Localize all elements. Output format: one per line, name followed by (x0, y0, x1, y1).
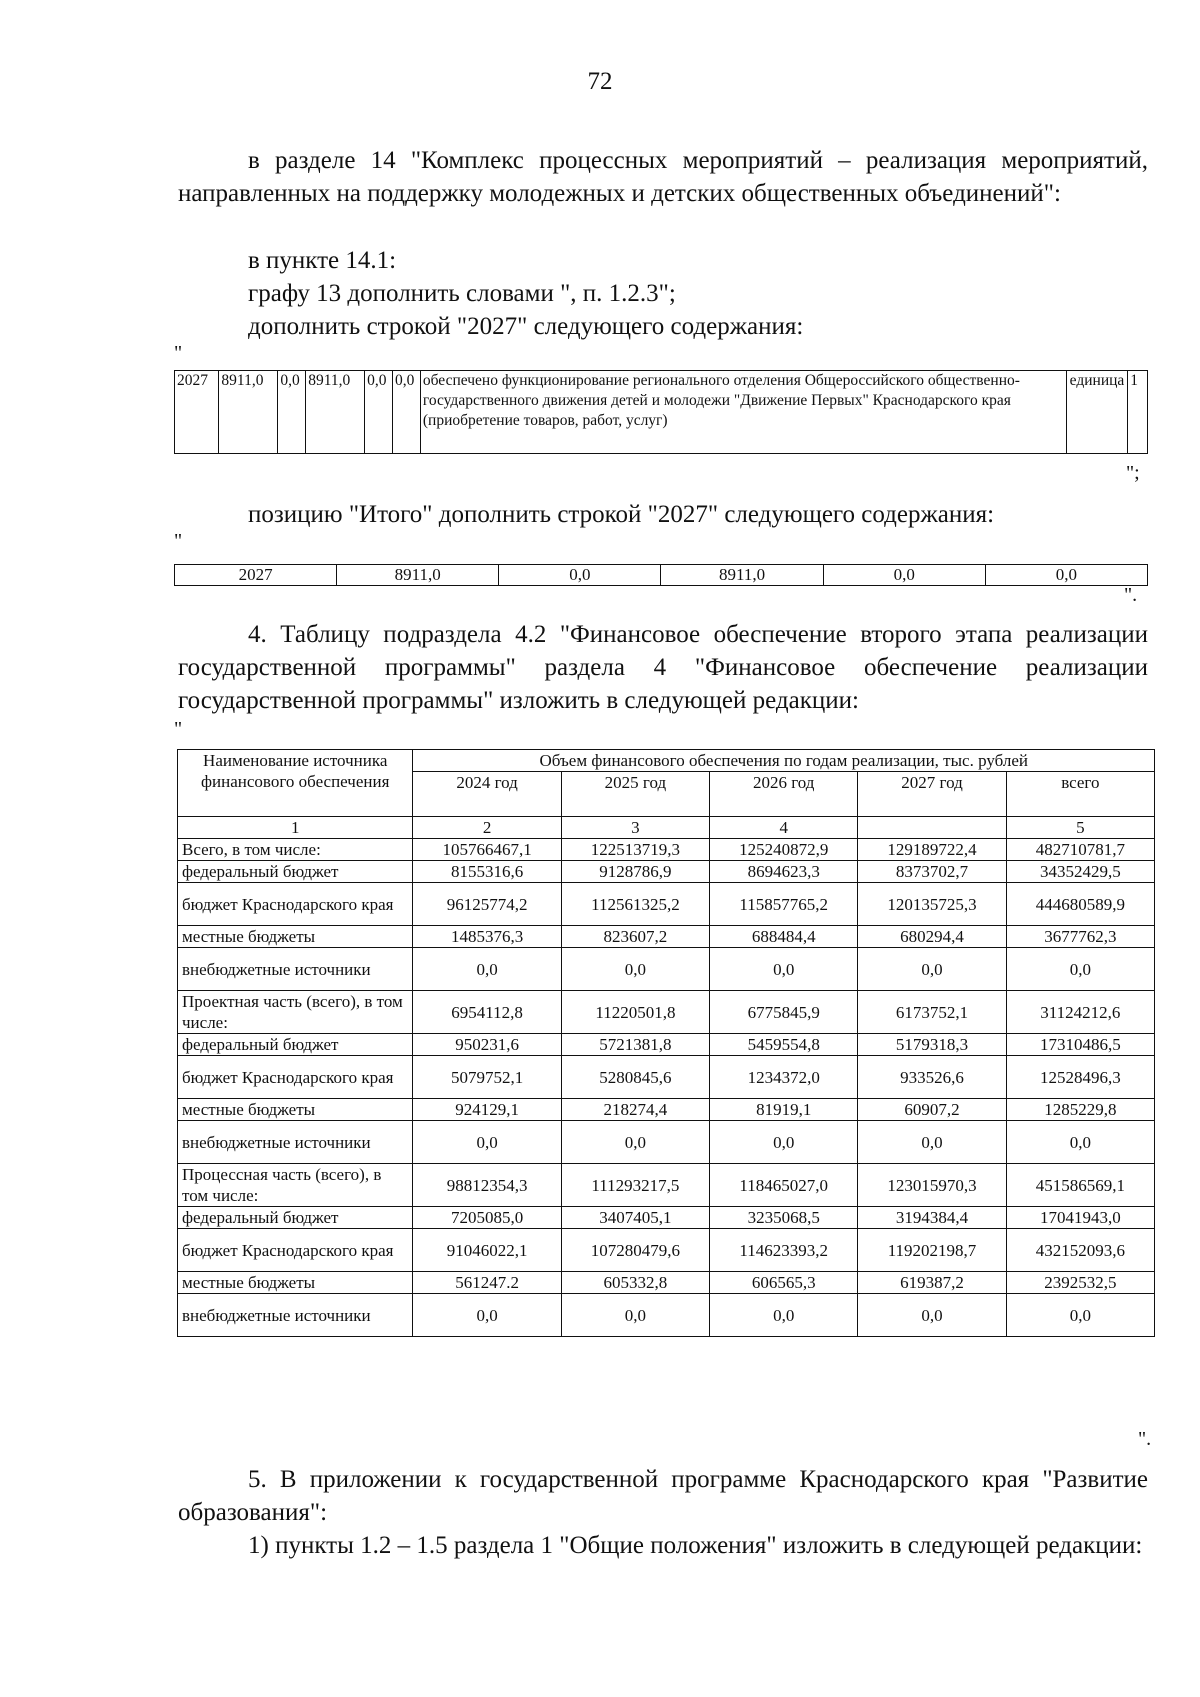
row-value: 118465027,0 (710, 1164, 858, 1207)
row-value: 81919,1 (710, 1099, 858, 1121)
table-row (178, 991, 1155, 1034)
row-value: 950231,6 (413, 1034, 561, 1056)
row-value: 0,0 (561, 948, 709, 991)
row-value: 0,0 (561, 1294, 709, 1337)
row-value: 0,0 (1006, 948, 1154, 991)
row-value: 482710781,7 (1006, 839, 1154, 861)
row-value: 0,0 (858, 948, 1006, 991)
row-value: 444680589,9 (1006, 883, 1154, 926)
table-row (178, 1121, 1155, 1164)
row-label: внебюджетные источники (178, 948, 413, 991)
table-row (178, 926, 1155, 948)
row-value: 7205085,0 (413, 1207, 561, 1229)
row-value: 432152093,6 (1006, 1229, 1154, 1272)
row-value: 451586569,1 (1006, 1164, 1154, 1207)
row-label: бюджет Краснодарского края (178, 883, 413, 926)
row-value: 11220501,8 (561, 991, 709, 1034)
table-row (178, 948, 1155, 991)
column-number: 4 (710, 817, 858, 839)
column-number (858, 817, 1006, 839)
row-value: 8694623,3 (710, 861, 858, 883)
table-row (175, 565, 1148, 586)
header-year: 2026 год (710, 772, 858, 817)
row-value: 3407405,1 (561, 1207, 709, 1229)
row-value: 98812354,3 (413, 1164, 561, 1207)
table-row (178, 839, 1155, 861)
row-value: 0,0 (1006, 1294, 1154, 1337)
cell-year: 2027 (175, 565, 337, 586)
row-value: 105766467,1 (413, 839, 561, 861)
row-value: 619387,2 (858, 1272, 1006, 1294)
quote-close-2: ". (1124, 584, 1138, 606)
row-label: местные бюджеты (178, 1272, 413, 1294)
row-value: 1485376,3 (413, 926, 561, 948)
row-value: 0,0 (858, 1121, 1006, 1164)
header-total: всего (1006, 772, 1154, 817)
row-value: 605332,8 (561, 1272, 709, 1294)
quote-open-2: " (174, 530, 183, 552)
row-value: 924129,1 (413, 1099, 561, 1121)
row-value: 5280845,6 (561, 1056, 709, 1099)
row-value: 122513719,3 (561, 839, 709, 861)
cell-value: 0,0 (365, 371, 393, 454)
quote-close-3: ". (1138, 1428, 1152, 1450)
row-label: бюджет Краснодарского края (178, 1056, 413, 1099)
cell-value: 0,0 (499, 565, 661, 586)
cell-unit: единица (1066, 371, 1128, 454)
cell-description: обеспечено функционирование регионального отделения Общероссийского общественно-государственного движения детей и молодежи "Движение Первых" Краснодарского края (приобретение товаров, работ, услуг) (420, 371, 1066, 454)
quote-close-1: "; (1126, 462, 1140, 484)
row-value: 5179318,3 (858, 1034, 1006, 1056)
row-value: 680294,4 (858, 926, 1006, 948)
row-value: 60907,2 (858, 1099, 1006, 1121)
cell-value: 0,0 (278, 371, 306, 454)
row-value: 129189722,4 (858, 839, 1006, 861)
table-row (178, 1294, 1155, 1337)
cell-target: 1 (1128, 371, 1148, 454)
row-value: 0,0 (413, 1294, 561, 1337)
table-row (178, 883, 1155, 926)
intro-item-column: графу 13 дополнить словами ", п. 1.2.3"; (248, 280, 676, 307)
row-value: 933526,6 (858, 1056, 1006, 1099)
row-value: 0,0 (710, 1294, 858, 1337)
row-value: 111293217,5 (561, 1164, 709, 1207)
row-value: 5079752,1 (413, 1056, 561, 1099)
column-number-row (178, 817, 1155, 839)
cell-value: 8911,0 (219, 371, 278, 454)
row-value: 6173752,1 (858, 991, 1006, 1034)
header-year: 2025 год (561, 772, 709, 817)
row-value: 17310486,5 (1006, 1034, 1154, 1056)
section-5-paragraph: 5. В приложении к государственной программе Краснодарского края "Развитие образования": (178, 1466, 1148, 1526)
table-row (178, 1056, 1155, 1099)
row-value: 823607,2 (561, 926, 709, 948)
row-value: 17041943,0 (1006, 1207, 1154, 1229)
row-value: 3235068,5 (710, 1207, 858, 1229)
row-value: 123015970,3 (858, 1164, 1006, 1207)
row-value: 119202198,7 (858, 1229, 1006, 1272)
row-value: 0,0 (710, 1121, 858, 1164)
row-label: Процессная часть (всего), в том числе: (178, 1164, 413, 1207)
table-row (178, 1229, 1155, 1272)
row-value: 8155316,6 (413, 861, 561, 883)
financing-table (177, 749, 1155, 1337)
row-value: 0,0 (858, 1294, 1006, 1337)
itogo-row-table (174, 564, 1148, 586)
row-value: 34352429,5 (1006, 861, 1154, 883)
row-value: 112561325,2 (561, 883, 709, 926)
row-label: внебюджетные источники (178, 1121, 413, 1164)
row-value: 12528496,3 (1006, 1056, 1154, 1099)
row-value: 2392532,5 (1006, 1272, 1154, 1294)
table-row (178, 1272, 1155, 1294)
row-value: 3194384,4 (858, 1207, 1006, 1229)
row-value: 125240872,9 (710, 839, 858, 861)
row-value: 114623393,2 (710, 1229, 858, 1272)
row-value: 1234372,0 (710, 1056, 858, 1099)
row-label: федеральный бюджет (178, 1034, 413, 1056)
financing-table-body (178, 839, 1155, 1337)
row-value: 0,0 (561, 1121, 709, 1164)
cell-value: 8911,0 (306, 371, 365, 454)
row-value: 0,0 (1006, 1121, 1154, 1164)
row-value: 6954112,8 (413, 991, 561, 1034)
header-source: Наименование источника финансового обеспечения (178, 750, 413, 817)
row-value: 606565,3 (710, 1272, 858, 1294)
column-number: 2 (413, 817, 561, 839)
header-volume: Объем финансового обеспечения по годам реализации, тыс. рублей (413, 750, 1155, 772)
row-2027-table (174, 370, 1148, 454)
row-value: 6775845,9 (710, 991, 858, 1034)
row-label: федеральный бюджет (178, 1207, 413, 1229)
row-label: федеральный бюджет (178, 861, 413, 883)
cell-value: 8911,0 (337, 565, 499, 586)
row-value: 5721381,8 (561, 1034, 709, 1056)
cell-value: 8911,0 (661, 565, 823, 586)
row-value: 120135725,3 (858, 883, 1006, 926)
table-header-row (178, 750, 1155, 772)
header-year: 2024 год (413, 772, 561, 817)
row-value: 8373702,7 (858, 861, 1006, 883)
table-row (178, 1164, 1155, 1207)
intro-paragraph: в разделе 14 "Комплекс процессных мероприятий – реализация мероприятий, направленных на поддержку молодежных и детских общественных объединений": (178, 147, 1148, 207)
row-label: местные бюджеты (178, 926, 413, 948)
itogo-instruction: позицию "Итого" дополнить строкой "2027" следующего содержания: (248, 501, 995, 528)
cell-year: 2027 (175, 371, 219, 454)
row-value: 31124212,6 (1006, 991, 1154, 1034)
row-value: 218274,4 (561, 1099, 709, 1121)
cell-value: 0,0 (392, 371, 420, 454)
row-label: местные бюджеты (178, 1099, 413, 1121)
table-row (178, 861, 1155, 883)
row-value: 107280479,6 (561, 1229, 709, 1272)
row-value: 1285229,8 (1006, 1099, 1154, 1121)
row-value: 96125774,2 (413, 883, 561, 926)
column-number: 3 (561, 817, 709, 839)
row-label: Проектная часть (всего), в том числе: (178, 991, 413, 1034)
table-row (175, 371, 1148, 454)
header-year: 2027 год (858, 772, 1006, 817)
quote-open-3: " (174, 718, 183, 740)
row-value: 5459554,8 (710, 1034, 858, 1056)
row-label: внебюджетные источники (178, 1294, 413, 1337)
intro-item-add-row: дополнить строкой "2027" следующего содержания: (248, 313, 804, 340)
quote-open-1: " (174, 342, 183, 364)
row-value: 9128786,9 (561, 861, 709, 883)
row-value: 0,0 (710, 948, 858, 991)
cell-value: 0,0 (823, 565, 985, 586)
table-row (178, 1099, 1155, 1121)
intro-item-point: в пункте 14.1: (248, 247, 397, 274)
row-value: 115857765,2 (710, 883, 858, 926)
column-number: 5 (1006, 817, 1154, 839)
row-value: 561247.2 (413, 1272, 561, 1294)
section-5-item-1: 1) пункты 1.2 – 1.5 раздела 1 "Общие положения" изложить в следующей редакции: (248, 1532, 1143, 1559)
section-4-paragraph: 4. Таблицу подраздела 4.2 "Финансовое обеспечение второго этапа реализации государственной программы" раздела 4 "Финансовое обеспечение реализации государственной программы" изложить в следующей редакции: (178, 621, 1148, 714)
page-number: 72 (587, 68, 613, 95)
row-value: 688484,4 (710, 926, 858, 948)
table-row (178, 1207, 1155, 1229)
row-value: 0,0 (413, 948, 561, 991)
table-row (178, 1034, 1155, 1056)
cell-value: 0,0 (985, 565, 1147, 586)
row-label: Всего, в том числе: (178, 839, 413, 861)
row-label: бюджет Краснодарского края (178, 1229, 413, 1272)
row-value: 91046022,1 (413, 1229, 561, 1272)
column-number: 1 (178, 817, 413, 839)
row-value: 0,0 (413, 1121, 561, 1164)
row-value: 3677762,3 (1006, 926, 1154, 948)
